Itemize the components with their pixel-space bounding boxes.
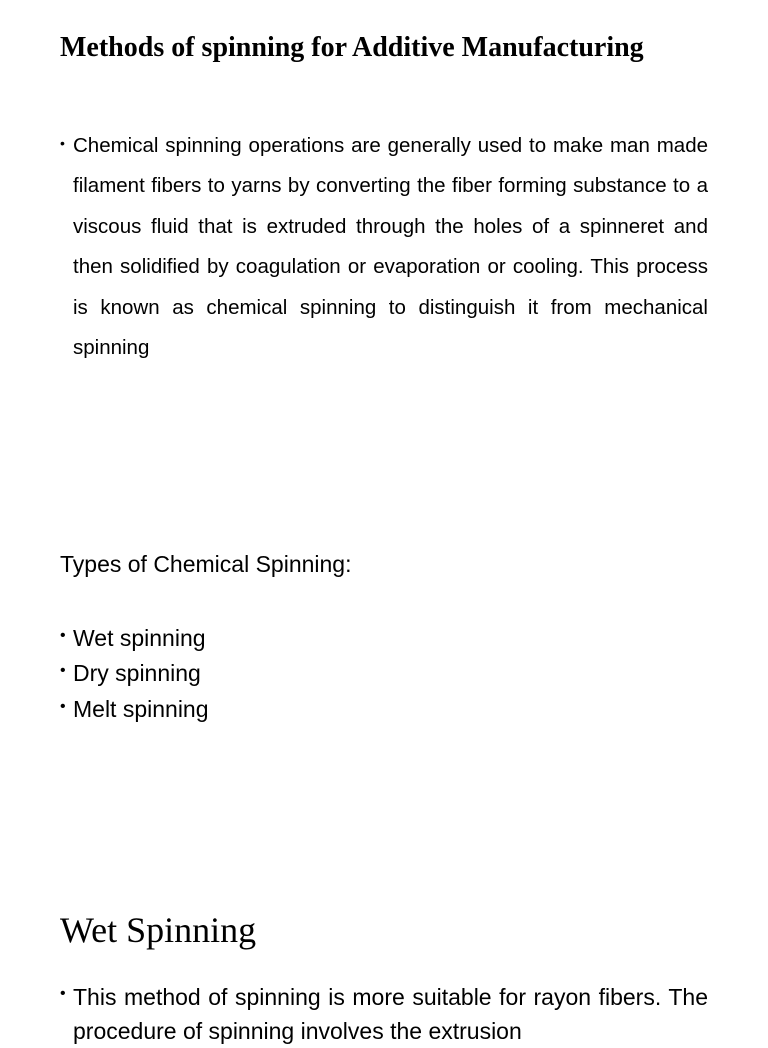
bullet-icon: • — [60, 985, 66, 1002]
spinning-types-list — [60, 621, 209, 727]
bullet-icon: • — [60, 662, 66, 680]
wet-spinning-heading: Wet Spinning — [60, 910, 257, 950]
list-item — [60, 126, 708, 368]
type-label-dry: Dry spinning — [73, 660, 201, 687]
list-item — [60, 656, 209, 691]
list-item — [60, 621, 209, 656]
wet-spinning-bullet-list — [60, 980, 708, 1048]
intro-paragraph: Chemical spinning operations are generally used to make man made filament fibers to yarns by converting the fiber forming substance to a viscous fluid that is extruded through the holes of a spinneret and then solidified by coagulation or evaporation or cooling. This process is known as chemical spinning to distinguish it from mechanical spinning — [73, 134, 708, 360]
page-title: Methods of spinning for Additive Manufacturing — [60, 32, 644, 63]
wet-spinning-paragraph: This method of spinning is more suitable for rayon fibers. The procedure of spinning involves the extrusion — [73, 984, 708, 1044]
intro-bullet-list — [60, 126, 708, 368]
type-label-wet: Wet spinning — [73, 625, 206, 651]
type-label-melt: Melt spinning — [73, 695, 209, 722]
list-item — [60, 692, 209, 727]
list-item — [60, 980, 708, 1048]
bullet-icon: • — [60, 135, 65, 151]
bullet-icon: • — [60, 697, 66, 715]
bullet-icon: • — [60, 627, 66, 644]
types-heading: Types of Chemical Spinning: — [60, 551, 352, 577]
